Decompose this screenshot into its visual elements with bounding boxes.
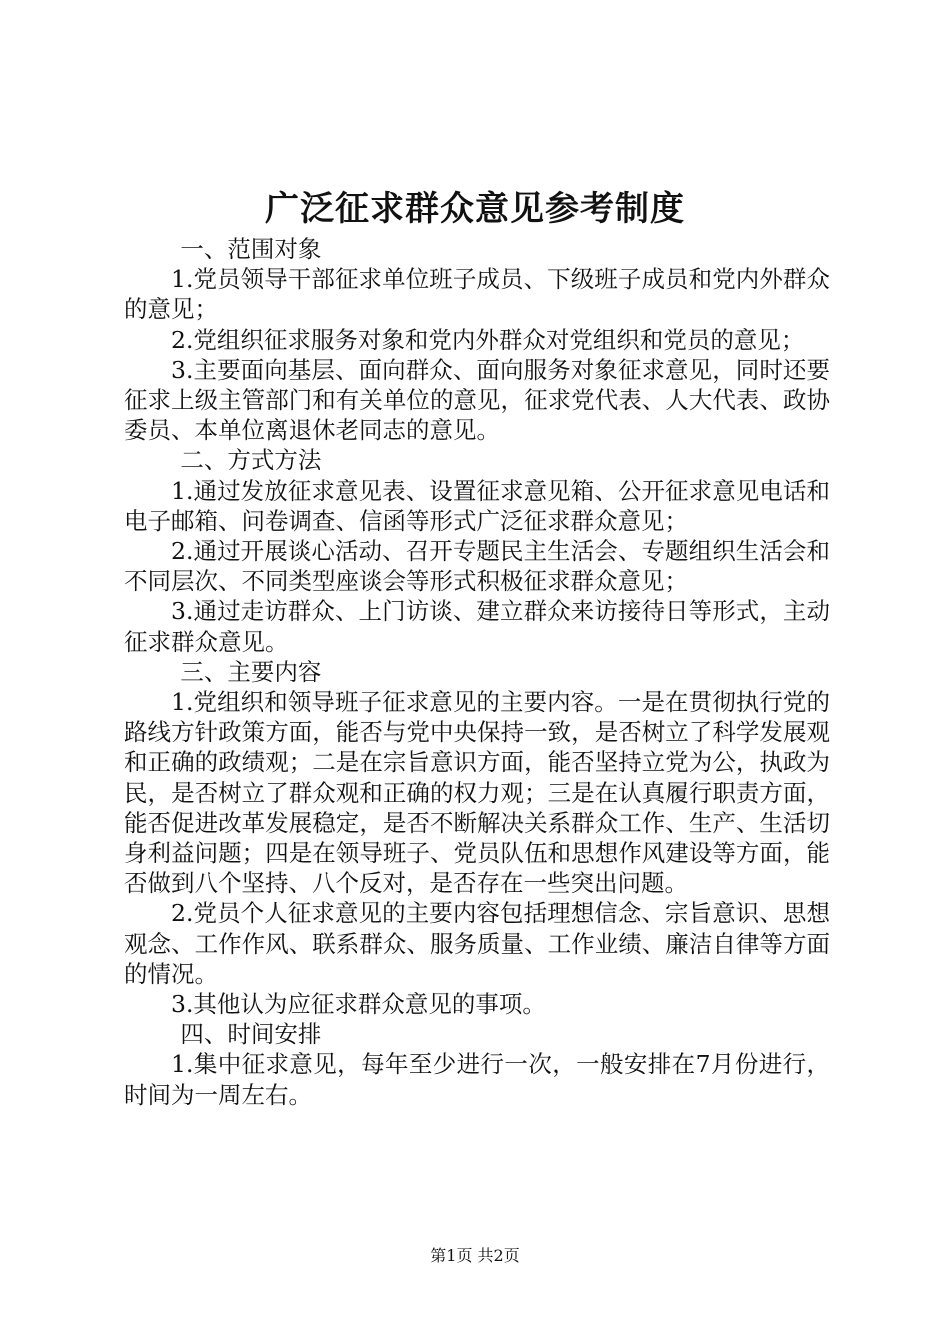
paragraph: 3.其他认为应征求群众意见的事项。 (171, 990, 546, 1019)
section-heading: 四、时间安排 (180, 1020, 322, 1049)
document-title: 广泛征求群众意见参考制度 (265, 189, 685, 229)
section-heading: 三、主要内容 (180, 657, 322, 686)
paragraph: 3.主要面向基层、面向群众、面向服务对象征求意见，同时还要征求上级主管部门和有关单位的意见，征求党代表、人大代表、政协委员、本单位离退休老同志的意见。 (124, 355, 830, 445)
paragraph: 3.通过走访群众、上门访谈、建立群众来访接待日等形式，主动征求群众意见。 (124, 597, 830, 656)
paragraph: 2.通过开展谈心活动、召开专题民主生活会、专题组织生活会和不同层次、不同类型座谈会等形式积极征求群众意见； (124, 537, 830, 596)
paragraph: 1.党组织和领导班子征求意见的主要内容。一是在贯彻执行党的路线方针政策方面，能否与党中央保持一致，是否树立了科学发展观和正确的政绩观；二是在宗旨意识方面，能否坚持立党为公，执政为民，是否树立了群众观和正确的权力观；三是在认真履行职责方面，能否促进改革发展稳定，是否不断解决关系群众工作、生产、生活切身利益问题；四是在领导班子、党员队伍和思想作风建设等方面，能否做到八个坚持、八个反对，是否存在一些突出问题。 (124, 688, 830, 898)
paragraph: 1.通过发放征求意见表、设置征求意见箱、公开征求意见电话和电子邮箱、问卷调查、信函等形式广泛征求群众意见； (124, 476, 830, 535)
section-heading: 二、方式方法 (180, 446, 322, 475)
document-body (124, 234, 830, 1110)
paragraph: 2.党员个人征求意见的主要内容包括理想信念、宗旨意识、思想观念、工作作风、联系群众、服务质量、工作业绩、廉洁自律等方面的情况。 (124, 899, 830, 988)
paragraph: 1.党员领导干部征求单位班子成员、下级班子成员和党内外群众的意见； (124, 265, 830, 324)
paragraph: 1.集中征求意见，每年至少进行一次，一般安排在7月份进行，时间为一周左右。 (124, 1050, 830, 1109)
paragraph: 2.党组织征求服务对象和党内外群众对党组织和党员的意见； (171, 325, 805, 354)
section-heading: 一、范围对象 (180, 235, 322, 263)
page-footer: 第1页 共2页 (430, 1246, 520, 1265)
